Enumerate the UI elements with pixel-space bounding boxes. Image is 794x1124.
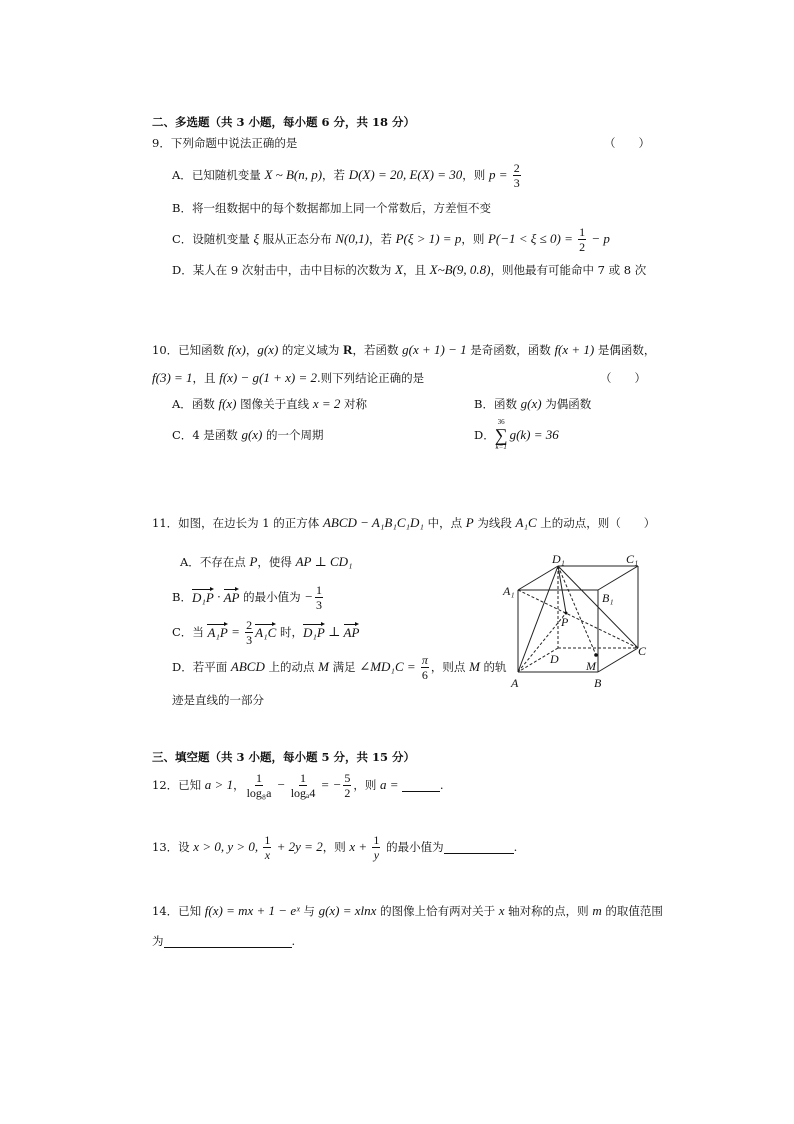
option-text: ，则 [462,168,489,182]
question-number: 11． [152,516,179,530]
question-stem-text: ，则 [322,840,350,854]
vector: A₁C [255,625,277,640]
question-stem-text: 中，点 [423,516,466,530]
fraction-denominator: x [264,847,271,862]
math-expression: − p [588,231,610,246]
section-heading-text: 三、填空题（共 3 小题，每小题 5 分，共 15 分） [152,750,416,764]
math-expression: M [318,659,329,674]
fraction [578,226,586,253]
option-text: 的最小值为 [239,590,305,604]
question-9-answer-bracket [604,129,650,157]
question-number: 14． [152,904,179,918]
label-p: P [561,615,569,629]
option-label: B． [474,397,494,411]
option-text: ，且 [402,263,430,277]
section-fill-in-heading [152,743,415,771]
math-expression: P [465,515,474,530]
vector: A₁P [207,625,228,640]
q9-option-a [172,161,523,189]
math-expression: x [498,903,505,918]
q11-option-d [172,653,507,681]
question-stem-text: 下列命题中说法正确的是 [170,136,298,150]
option-text: 某人在 9 次射击中，击中目标的次数为 [192,263,396,277]
fraction [247,772,272,799]
math-expression: f(x + 1) [554,342,595,357]
math-expression: M [469,659,480,674]
question-stem-text: 的图像上恰有两对关于 [376,904,499,918]
option-text: 不存在点 [199,555,250,569]
math-expression: X [395,262,403,277]
math-operator: − [304,589,314,604]
question-stem-text: 已知函数 [178,343,228,357]
q9-option-b [172,194,491,222]
cube-figure [495,545,660,695]
question-13 [152,833,517,861]
q11-option-a [180,548,353,576]
math-expression: g(x + 1) − 1 [402,342,467,357]
question-stem-text: 如图，在边长为 1 的正方体 [178,516,323,530]
question-stem-text: . [291,934,296,948]
math-operator: = [227,624,244,639]
question-stem-text: 为 [152,934,164,948]
math-operator: · [213,589,224,604]
fraction-numerator: 1 [579,224,586,239]
fraction-denominator: logₐ4 [290,785,316,800]
fraction-numerator: 1 [264,832,271,847]
math-operator: = − [317,777,342,792]
option-text: 服从正态分布 [259,232,336,246]
label-a1: A₁ [503,584,515,598]
question-stem-text: 是偶函数， [594,343,656,357]
option-label: A． [172,397,192,411]
cube-edge-cb [598,648,638,672]
answer-blank [164,934,292,948]
q11-option-b [172,583,325,611]
option-label: C． [172,428,193,442]
cube-edge-c1b1 [598,566,638,590]
answer-bracket: （ ） [604,136,650,150]
question-number: 10． [152,343,179,357]
math-expression: ∠MD₁C = [359,659,419,674]
math-expression: g(x) [257,342,279,357]
question-10-stem-line-2 [152,364,424,392]
math-expression: P(ξ > 1) = p [395,231,462,246]
fraction-denominator: 3 [513,175,520,190]
math-expression: f(x) = mx + 1 − eˣ [204,903,300,918]
label-b: B [594,676,602,690]
question-stem-text: 上的动点，则 [536,516,610,530]
option-text: ，若 [368,232,396,246]
math-expression: f(x) − g(1 + x) = 2 [219,370,317,385]
option-text: 满足 [329,660,360,674]
option-label: A． [172,168,192,182]
question-14-line-2 [152,927,295,955]
fraction [245,619,253,646]
option-text: 已知随机变量 [191,168,265,182]
math-expression: ABCD [230,659,265,674]
option-label: C． [172,232,193,246]
math-expression: AP ⊥ CD₁ [295,554,353,569]
section-heading-text: 二、多选题（共 3 小题，每小题 6 分，共 18 分） [152,115,416,129]
math-expression: x > 0, y > 0, [193,839,262,854]
question-10-stem-line-1 [152,336,655,364]
math-expression: D(X) = 20, E(X) = 30 [348,167,463,182]
option-text: 上的动点 [264,660,319,674]
option-text: 对称 [340,397,368,411]
fraction-numerator: 5 [344,770,351,785]
option-text: 当 [192,625,208,639]
fraction-numerator: 2 [246,617,253,632]
question-stem-text: 的取值范围 [601,904,663,918]
option-text: 设随机变量 [192,232,254,246]
math-expression: X ~ B(n, p) [264,167,323,182]
option-text: 将一组数据中的每个数据都加上同一个常数后，方差恒不变 [191,201,491,215]
option-text: ，则他最有可能命中 7 或 8 次 [490,263,647,277]
math-expression: f(3) = 1 [152,370,193,385]
math-expression: ξ [253,231,260,246]
summation-upper-limit: 36 [497,418,505,426]
option-label: D． [172,263,193,277]
option-text: 时， [276,625,303,639]
fraction [315,584,323,611]
question-12 [152,771,443,799]
fraction [291,772,316,799]
math-expression: ABCD − A₁B₁C₁D₁ [322,515,424,530]
q9-option-d [172,256,646,284]
label-c1: C₁ [626,552,639,566]
option-label: B． [172,590,192,604]
fraction-numerator: 1 [256,770,262,785]
fraction [421,654,429,681]
question-number: 13． [152,840,179,854]
option-text: 函数 [191,397,219,411]
math-expression: A₁C [515,515,537,530]
vector: D₁P [302,625,325,640]
option-label: A． [180,555,200,569]
segment-ap [518,613,566,672]
fraction-denominator: 2 [344,785,351,800]
fraction-denominator: 3 [246,632,253,647]
option-label: D． [474,428,495,442]
question-stem-text: 轴对称的点，则 [504,904,593,918]
label-b1: B₁ [602,591,614,605]
q10-option-a [172,390,367,418]
math-expression: P(−1 < ξ ≤ 0) = [487,231,577,246]
math-expression: g(x) = xlnx [318,903,377,918]
option-text: 的一个周期 [262,428,324,442]
question-stem-text: .则下列结论正确的是 [317,371,425,385]
fraction-denominator: log₈a [246,785,272,800]
question-stem-text: ， [245,343,258,357]
question-stem-text: 的最小值为 [382,840,444,854]
label-d: D [550,652,559,666]
option-text: ，则点 [430,660,470,674]
question-number: 9． [152,136,171,150]
math-expression: a = [380,777,402,792]
question-stem-text: ，且 [192,371,220,385]
fraction-denominator: 3 [316,597,323,612]
fraction-denominator: 2 [579,239,586,254]
vector: AP [223,590,240,605]
summation-sigma: ∑ [494,425,508,445]
math-expression: N(0,1) [335,231,369,246]
q9-option-c [172,225,610,253]
option-text: 图像关于直线 [236,397,313,411]
question-stem-text: 设 [178,840,194,854]
question-11-stem [152,509,655,537]
option-text: 若平面 [192,660,231,674]
option-label: D． [172,660,193,674]
vector: D₁P [191,590,214,605]
math-expression: x = 2 [312,396,341,411]
option-text: 的轨 [479,660,507,674]
segment-d1m [558,566,596,655]
q10-option-c [172,421,324,449]
label-d1: D₁ [552,552,565,566]
segment-a1c [518,590,638,648]
question-stem-text: ，则 [353,778,381,792]
fraction-denominator: 6 [421,667,428,682]
option-text: 函数 [493,397,521,411]
q11-option-c [172,618,359,646]
q10-option-d [474,418,559,451]
question-stem-text: ，若函数 [352,343,403,357]
fraction-denominator: y [373,847,380,862]
option-text: ，若 [322,168,349,182]
math-expression: f(x) [227,342,246,357]
answer-bracket: （ ） [609,516,656,530]
option-label: C． [172,625,193,639]
question-9-stem [152,129,297,157]
math-expression: f(x) [218,396,237,411]
fraction [343,772,351,799]
math-expression: g(k) = 36 [509,427,559,442]
fraction [263,834,271,861]
fraction-numerator: 1 [373,832,380,847]
math-expression: X~B(9, 0.8) [429,262,491,277]
option-label: B． [172,201,192,215]
option-text: ，使得 [257,555,296,569]
option-text: 迹是直线的一部分 [172,693,264,707]
answer-blank [402,778,440,792]
fraction-numerator: 1 [300,770,307,785]
q11-option-d-continued [172,686,264,714]
label-a: A [511,676,519,690]
cube-edge-a1d1 [518,566,558,590]
question-stem-text: 为线段 [473,516,516,530]
answer-bracket: （ ） [600,371,646,385]
question-stem-text: ， [233,778,245,792]
question-stem-text: . [439,778,444,792]
question-number: 12． [152,778,179,792]
question-stem-text: 与 [299,904,319,918]
question-stem-text: 已知 [178,904,205,918]
fraction-numerator: 1 [316,582,323,597]
math-expression: a > 1 [204,777,234,792]
fraction [513,162,521,189]
question-stem-text: . [513,840,518,854]
math-expression: p = [488,167,511,182]
question-10-answer-bracket [600,364,646,392]
real-numbers-symbol: R [343,342,353,357]
option-text: 4 是函数 [192,428,242,442]
math-expression: + 2y = 2 [273,839,323,854]
math-expression: x + [349,839,371,854]
q10-option-b [474,390,591,418]
math-expression: g(x) [520,396,542,411]
fraction [372,834,380,861]
label-m: M [586,659,596,673]
fraction-numerator: π [421,652,428,667]
math-expression: m [592,903,602,918]
fraction-numerator: 2 [513,160,520,175]
option-text: ，则 [461,232,488,246]
question-stem-text: 的定义域为 [278,343,344,357]
point-m-dot [594,653,598,657]
math-operator: ⊥ [324,624,344,639]
vector: AP [343,625,360,640]
math-expression: g(x) [241,427,263,442]
label-c: C [638,644,647,658]
question-stem-text: 是奇函数，函数 [466,343,555,357]
summation [495,419,508,451]
question-stem-text: 已知 [178,778,205,792]
math-expression: P [249,554,258,569]
math-operator: − [273,777,289,792]
summation-lower-limit: k=1 [495,443,507,451]
answer-blank [444,840,514,854]
question-14-line-1 [152,897,663,925]
option-text: 为偶函数 [541,397,592,411]
